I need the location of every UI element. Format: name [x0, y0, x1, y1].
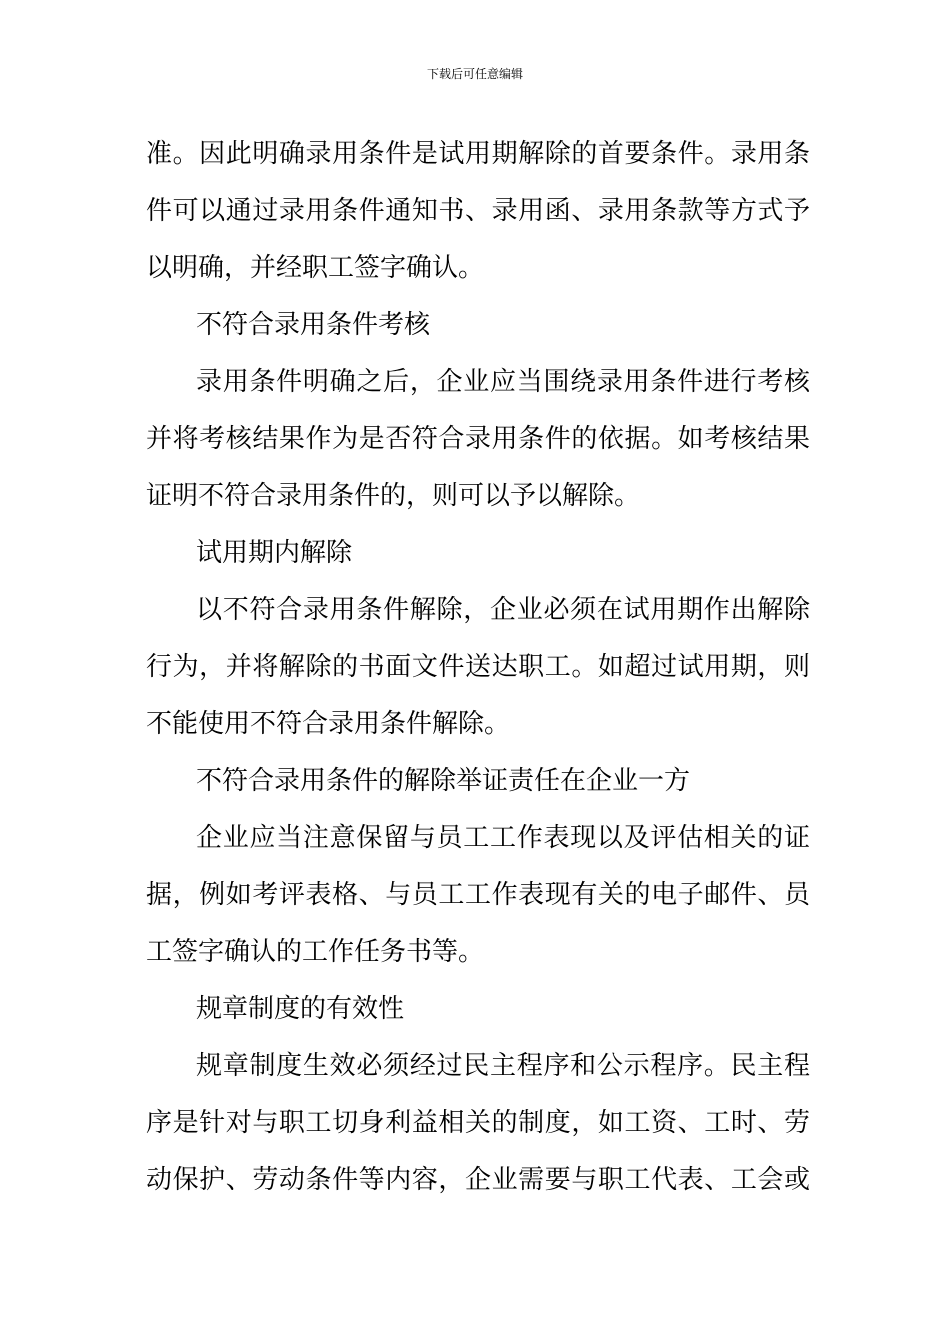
text-line: 准。因此明确录用条件是试用期解除的首要条件。录用条	[146, 139, 810, 169]
text-line: 企业应当注意保留与员工工作表现以及评估相关的证	[196, 823, 810, 853]
text-line: 序是针对与职工切身利益相关的制度，如工资、工时、劳	[146, 1108, 810, 1138]
text-line: 工签字确认的工作任务书等。	[146, 937, 485, 967]
page-header: 下载后可任意编辑	[426, 67, 523, 81]
document-body	[146, 126, 810, 1209]
text-line: 行为，并将解除的书面文件送达职工。如超过试用期，则	[146, 652, 810, 682]
text-line: 动保护、劳动条件等内容，企业需要与职工代表、工会或	[146, 1165, 810, 1195]
section-heading: 规章制度的有效性	[196, 994, 405, 1024]
text-line: 规章制度生效必须经过民主程序和公示程序。民主程	[196, 1051, 810, 1081]
section-heading: 试用期内解除	[196, 538, 353, 568]
text-line: 录用条件明确之后，企业应当围绕录用条件进行考核	[196, 367, 810, 397]
text-line: 件可以通过录用条件通知书、录用函、录用条款等方式予	[146, 196, 810, 226]
text-line: 证明不符合录用条件的，则可以予以解除。	[146, 481, 641, 511]
text-line: 并将考核结果作为是否符合录用条件的依据。如考核结果	[146, 424, 810, 454]
text-line: 据，例如考评表格、与员工工作表现有关的电子邮件、员	[146, 880, 810, 910]
text-line: 不能使用不符合录用条件解除。	[146, 709, 511, 739]
section-heading: 不符合录用条件的解除举证责任在企业一方	[196, 766, 691, 796]
text-line: 以不符合录用条件解除，企业必须在试用期作出解除	[196, 595, 810, 625]
text-line: 以明确，并经职工签字确认。	[146, 253, 485, 283]
section-heading: 不符合录用条件考核	[196, 310, 431, 340]
